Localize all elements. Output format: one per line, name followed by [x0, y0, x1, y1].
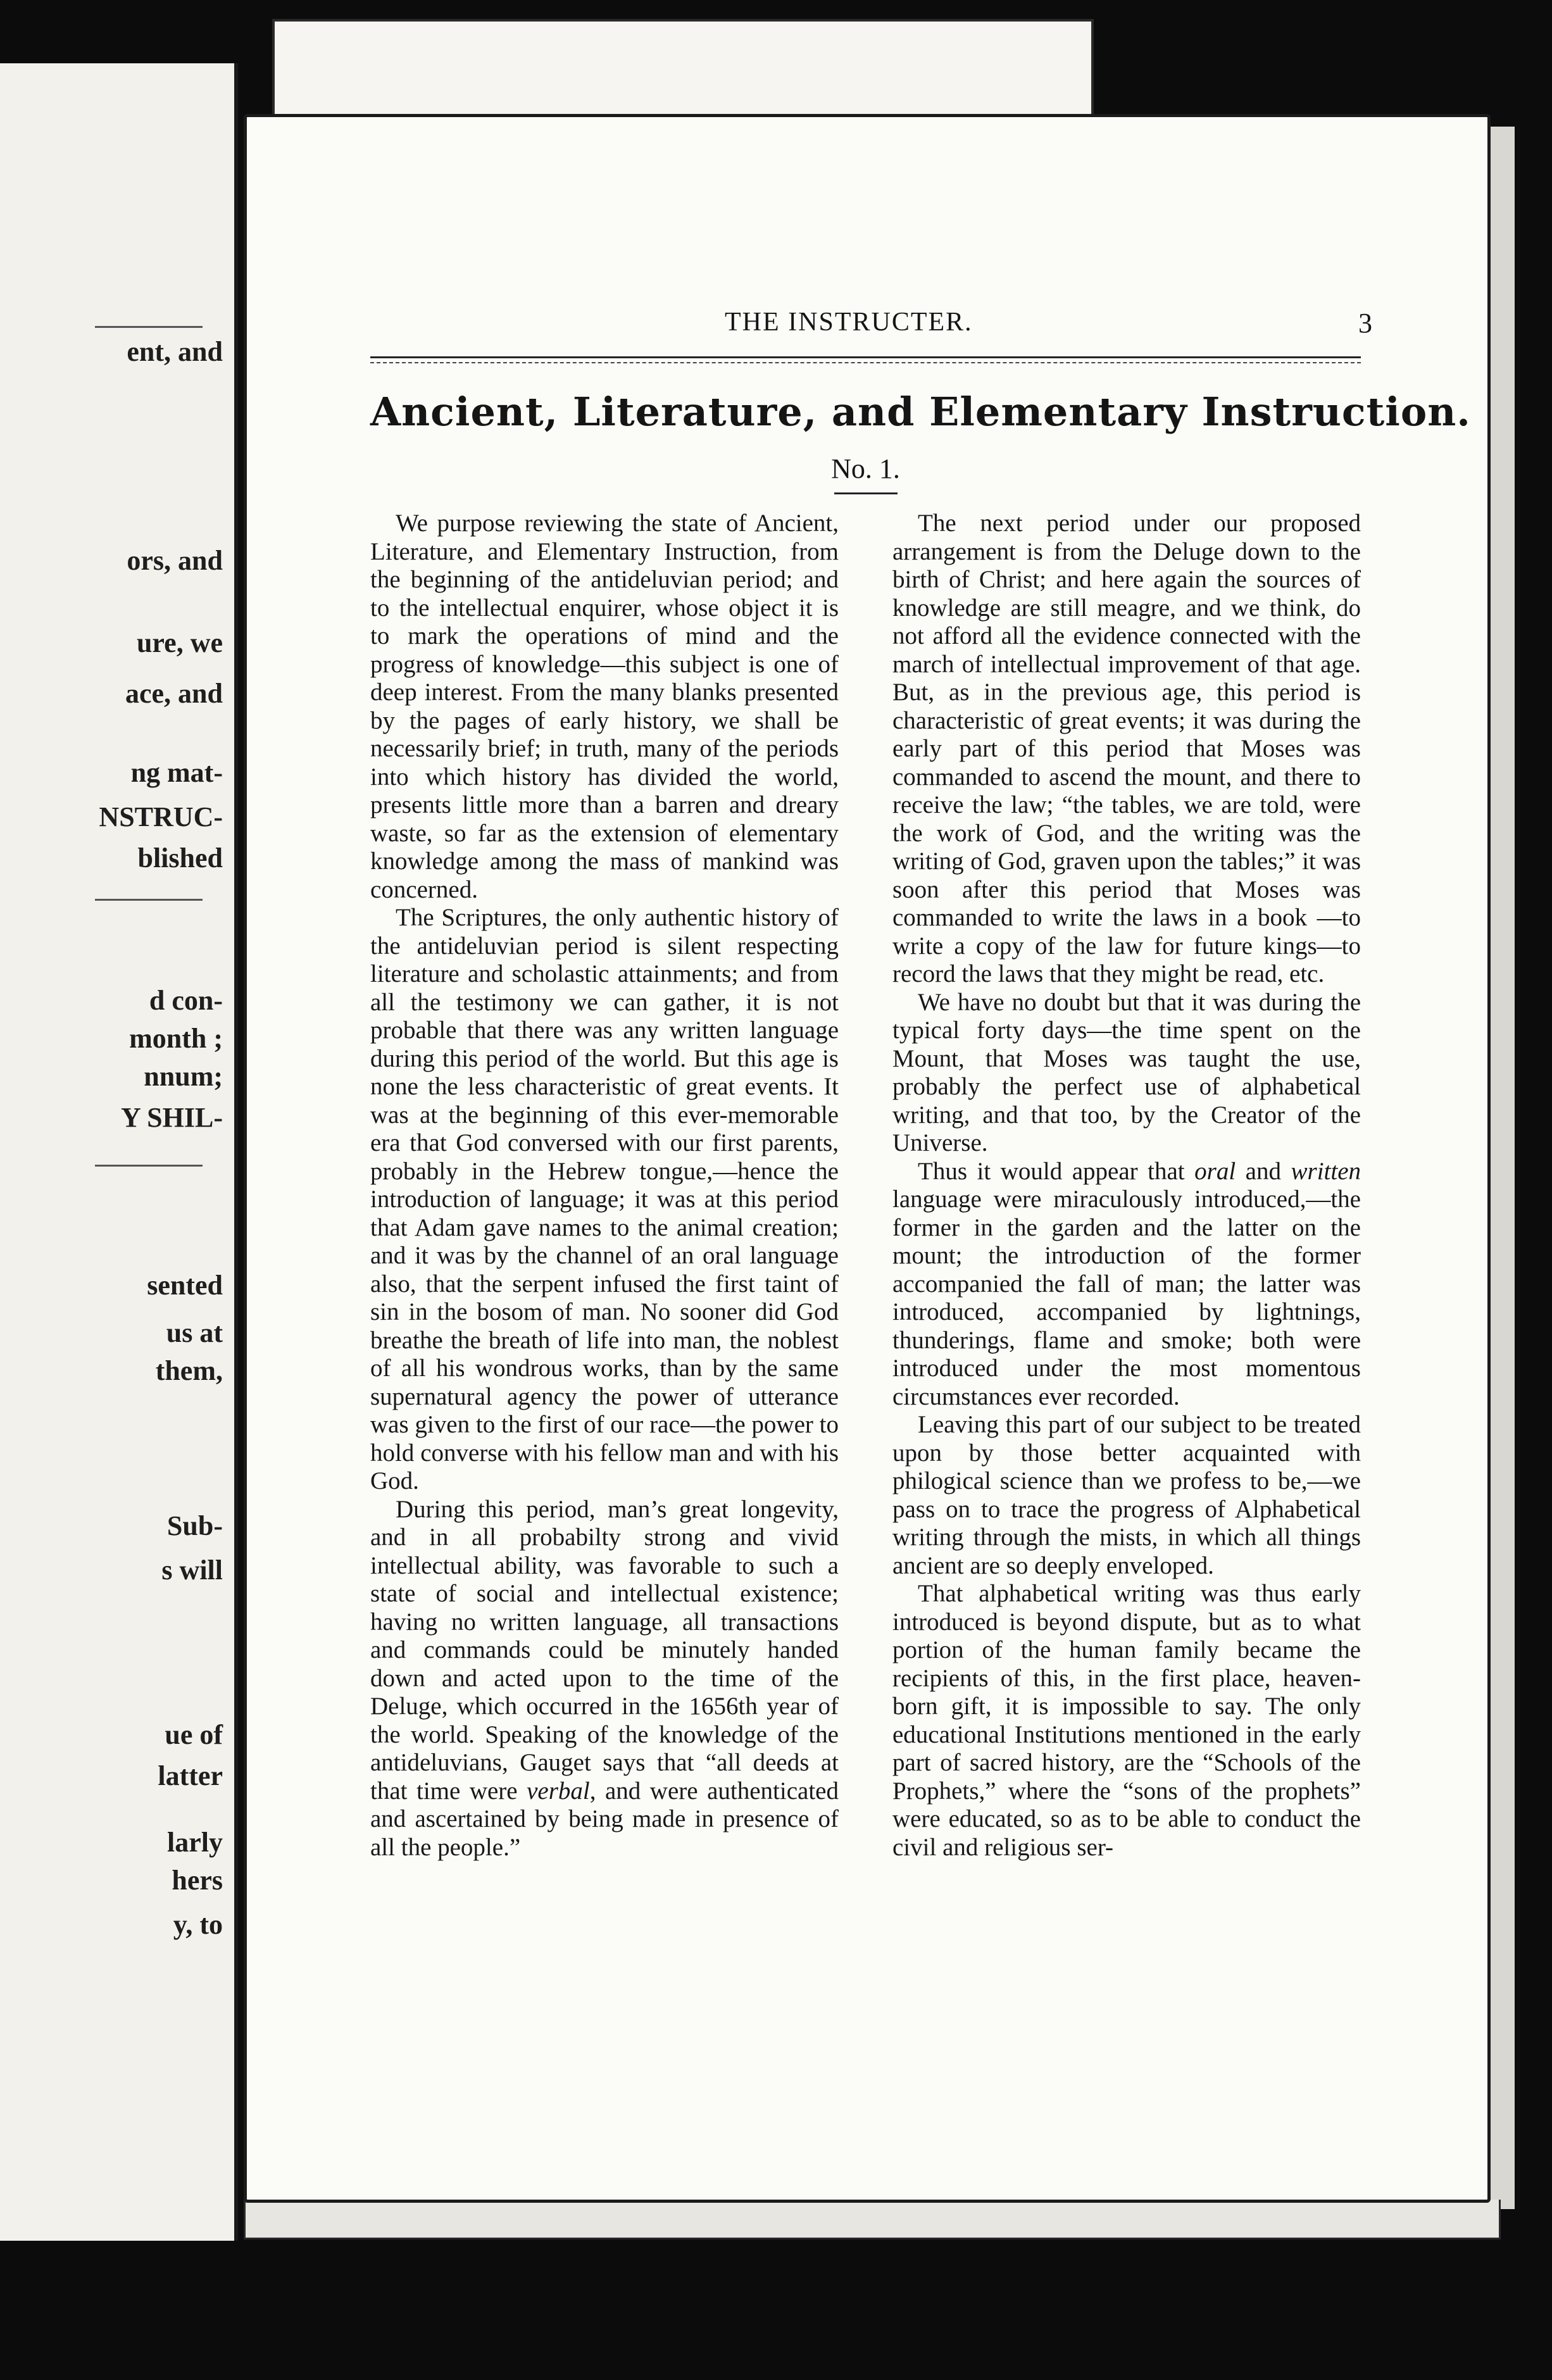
- paragraph-text: That alphabetical writing was thus early introduced is beyond dispute, but as to what portion of the human family became the recipients of this, in the first place, heaven-born gift, it is impossible to say. The only educational Institutions mentioned in the early part of sacred history, are the “Schools of the Prophets,” where the “sons of the prophets” were educated, so as to be able to conduct the civil and religious ser-: [892, 1580, 1361, 1861]
- facing-page-line: y, to: [173, 1909, 223, 1940]
- page-edge: [1487, 127, 1515, 2209]
- page-bottom-edge: [244, 2200, 1501, 2239]
- article-number: No. 1.: [831, 453, 900, 484]
- paragraph-text: , and were authenticated and ascertained by being made in presence of all the people.”: [370, 1777, 839, 1861]
- article-title: Ancient, Literature, and Elementary Instruction.: [370, 389, 1471, 435]
- right-column: [892, 510, 1361, 1862]
- page-content: [370, 307, 1471, 1862]
- facing-page-line: larly: [167, 1827, 223, 1858]
- paragraph: [892, 989, 1361, 1158]
- facing-page-line: us at: [166, 1317, 223, 1348]
- facing-page-line: ure, we: [136, 627, 223, 658]
- paragraph-text: The next period under our proposed arrangement is from the Deluge down to the birth of Christ; and here again the sources of knowledge are still meagre, and we think, do not afford all the evidence connected with the march of intellectual improvement of that age. But, as in the previous age, this period is characteristic of great events; it was during the early part of this period that Moses was commanded to ascend the mount, and there to receive the law; “the tables, we are told, were the work of God, and the writing was the writing of God, graven upon the tables;” it was soon after this period that Moses was commanded to write the laws in a book —to write a copy of the law for future kings—to record the laws that they might be read, etc.: [892, 510, 1361, 987]
- facing-page-line: ors, and: [127, 545, 223, 576]
- facing-page-line: Y SHIL-: [121, 1102, 223, 1133]
- paragraph: [892, 510, 1361, 989]
- paragraph: [892, 1580, 1361, 1862]
- text-columns: [370, 510, 1361, 1862]
- facing-page-line: hers: [172, 1865, 223, 1896]
- facing-page-rule: [95, 899, 203, 901]
- facing-page-line: ace, and: [125, 678, 223, 709]
- paragraph-text: Leaving this part of our subject to be treated upon by those better acquainted with philogical science than we profess to be,—we pass on to trace the progress of Alphabetical writing through the mists, in which all things ancient are so deeply enveloped.: [892, 1411, 1361, 1579]
- italic-text: oral: [1194, 1157, 1236, 1185]
- left-column: [370, 510, 839, 1862]
- facing-page-line: Sub-: [166, 1510, 223, 1541]
- facing-page-line: s will: [161, 1555, 223, 1586]
- paper-tab: [272, 19, 1094, 116]
- paragraph-text: We have no doubt but that it was during the typical forty days—the time spent on the Mount, that Moses was taught the use, probably the perfect use of alphabetical writing, and that too, by the Creator of the Universe.: [892, 988, 1361, 1156]
- paragraph-text: We purpose reviewing the state of Ancient, Literature, and Elementary Instruction, from the beginning of the antideluvian period; and to the intellectual enquirer, whose object it is to mark the operations of mind and the progress of knowledge—this subject is one of deep interest. From the many blanks presented by the pages of early history, we shall be necessarily brief; in truth, many of the periods into which history has divided the world, presents little more than a barren and dreary waste, so far as the extension of elementary knowledge among the mass of mankind was concerned.: [370, 510, 839, 903]
- facing-page-line: ng mat-: [130, 757, 223, 788]
- facing-page: [0, 63, 238, 2241]
- running-title: THE INSTRUCTER.: [725, 308, 973, 337]
- paragraph-text: During this period, man’s great longevity, and in all probabilty strong and vivid intellectual ability, was favorable to such a state of social and intellectual existence; having no written language, all transactions and commands could be minutely handed down and acted upon to the time of the Deluge, which occurred in the 1656th year of the world. Speaking of the knowledge of the antideluvians, Gauget says that “all deeds at that time were: [370, 1495, 839, 1805]
- paragraph: [370, 904, 839, 1496]
- italic-text: verbal: [527, 1777, 590, 1805]
- facing-page-line: them,: [155, 1355, 223, 1386]
- header-rule-dashed: [370, 362, 1361, 363]
- facing-page-line: blished: [137, 842, 223, 874]
- italic-text: written: [1291, 1157, 1361, 1185]
- paragraph-text: Thus it would appear that: [918, 1157, 1195, 1185]
- paragraph-text: language were miraculously introduced,—the former in the garden and the latter on the mount; the introduction of the former accompanied the fall of man; the latter was introduced, accompanied by lightnings, thunderings, flame and smoke; both were introduced under the most momentous circumstances ever recorded.: [892, 1186, 1361, 1410]
- page-number: 3: [1358, 308, 1374, 339]
- paragraph: [892, 1158, 1361, 1412]
- facing-page-line: sented: [147, 1270, 223, 1301]
- facing-page-line: latter: [158, 1760, 223, 1791]
- running-head: [370, 307, 1374, 351]
- paragraph-text: The Scriptures, the only authentic history of the antideluvian period is silent respecting literature and scholastic attainments; and from all the testimony we can gather, it is not probable that there was any written language during this period of the world. But this age is none the less characteristic of great events. It was at the beginning of this ever-memorable era that God conversed with our first parents, probably in the Hebrew tongue,—hence the introduction of language; it was at this period that Adam gave names to the animal creation; and it was by the channel of an oral language also, that the serpent infused the first taint of sin in the bosom of man. No sooner did God breathe the breath of life into man, the noblest of all his wondrous works, than by the same supernatural agency the power of utterance was given to the first of our race—the power to hold converse with his fellow man and with his God.: [370, 904, 839, 1494]
- title-rule: [834, 492, 898, 494]
- main-page: [244, 114, 1491, 2203]
- facing-page-rule: [95, 326, 203, 328]
- header-rule: [370, 356, 1361, 358]
- paragraph: [370, 510, 839, 904]
- paragraph: [370, 1496, 839, 1862]
- facing-page-line: NSTRUC-: [99, 801, 223, 832]
- facing-page-line: ue of: [165, 1719, 223, 1750]
- facing-page-rule: [95, 1165, 203, 1167]
- facing-page-line: d con-: [149, 985, 223, 1016]
- facing-page-line: nnum;: [144, 1061, 223, 1092]
- facing-page-line: ent, and: [127, 336, 223, 367]
- paragraph-text: and: [1236, 1157, 1291, 1185]
- paragraph: [892, 1411, 1361, 1580]
- facing-page-line: month ;: [129, 1023, 223, 1054]
